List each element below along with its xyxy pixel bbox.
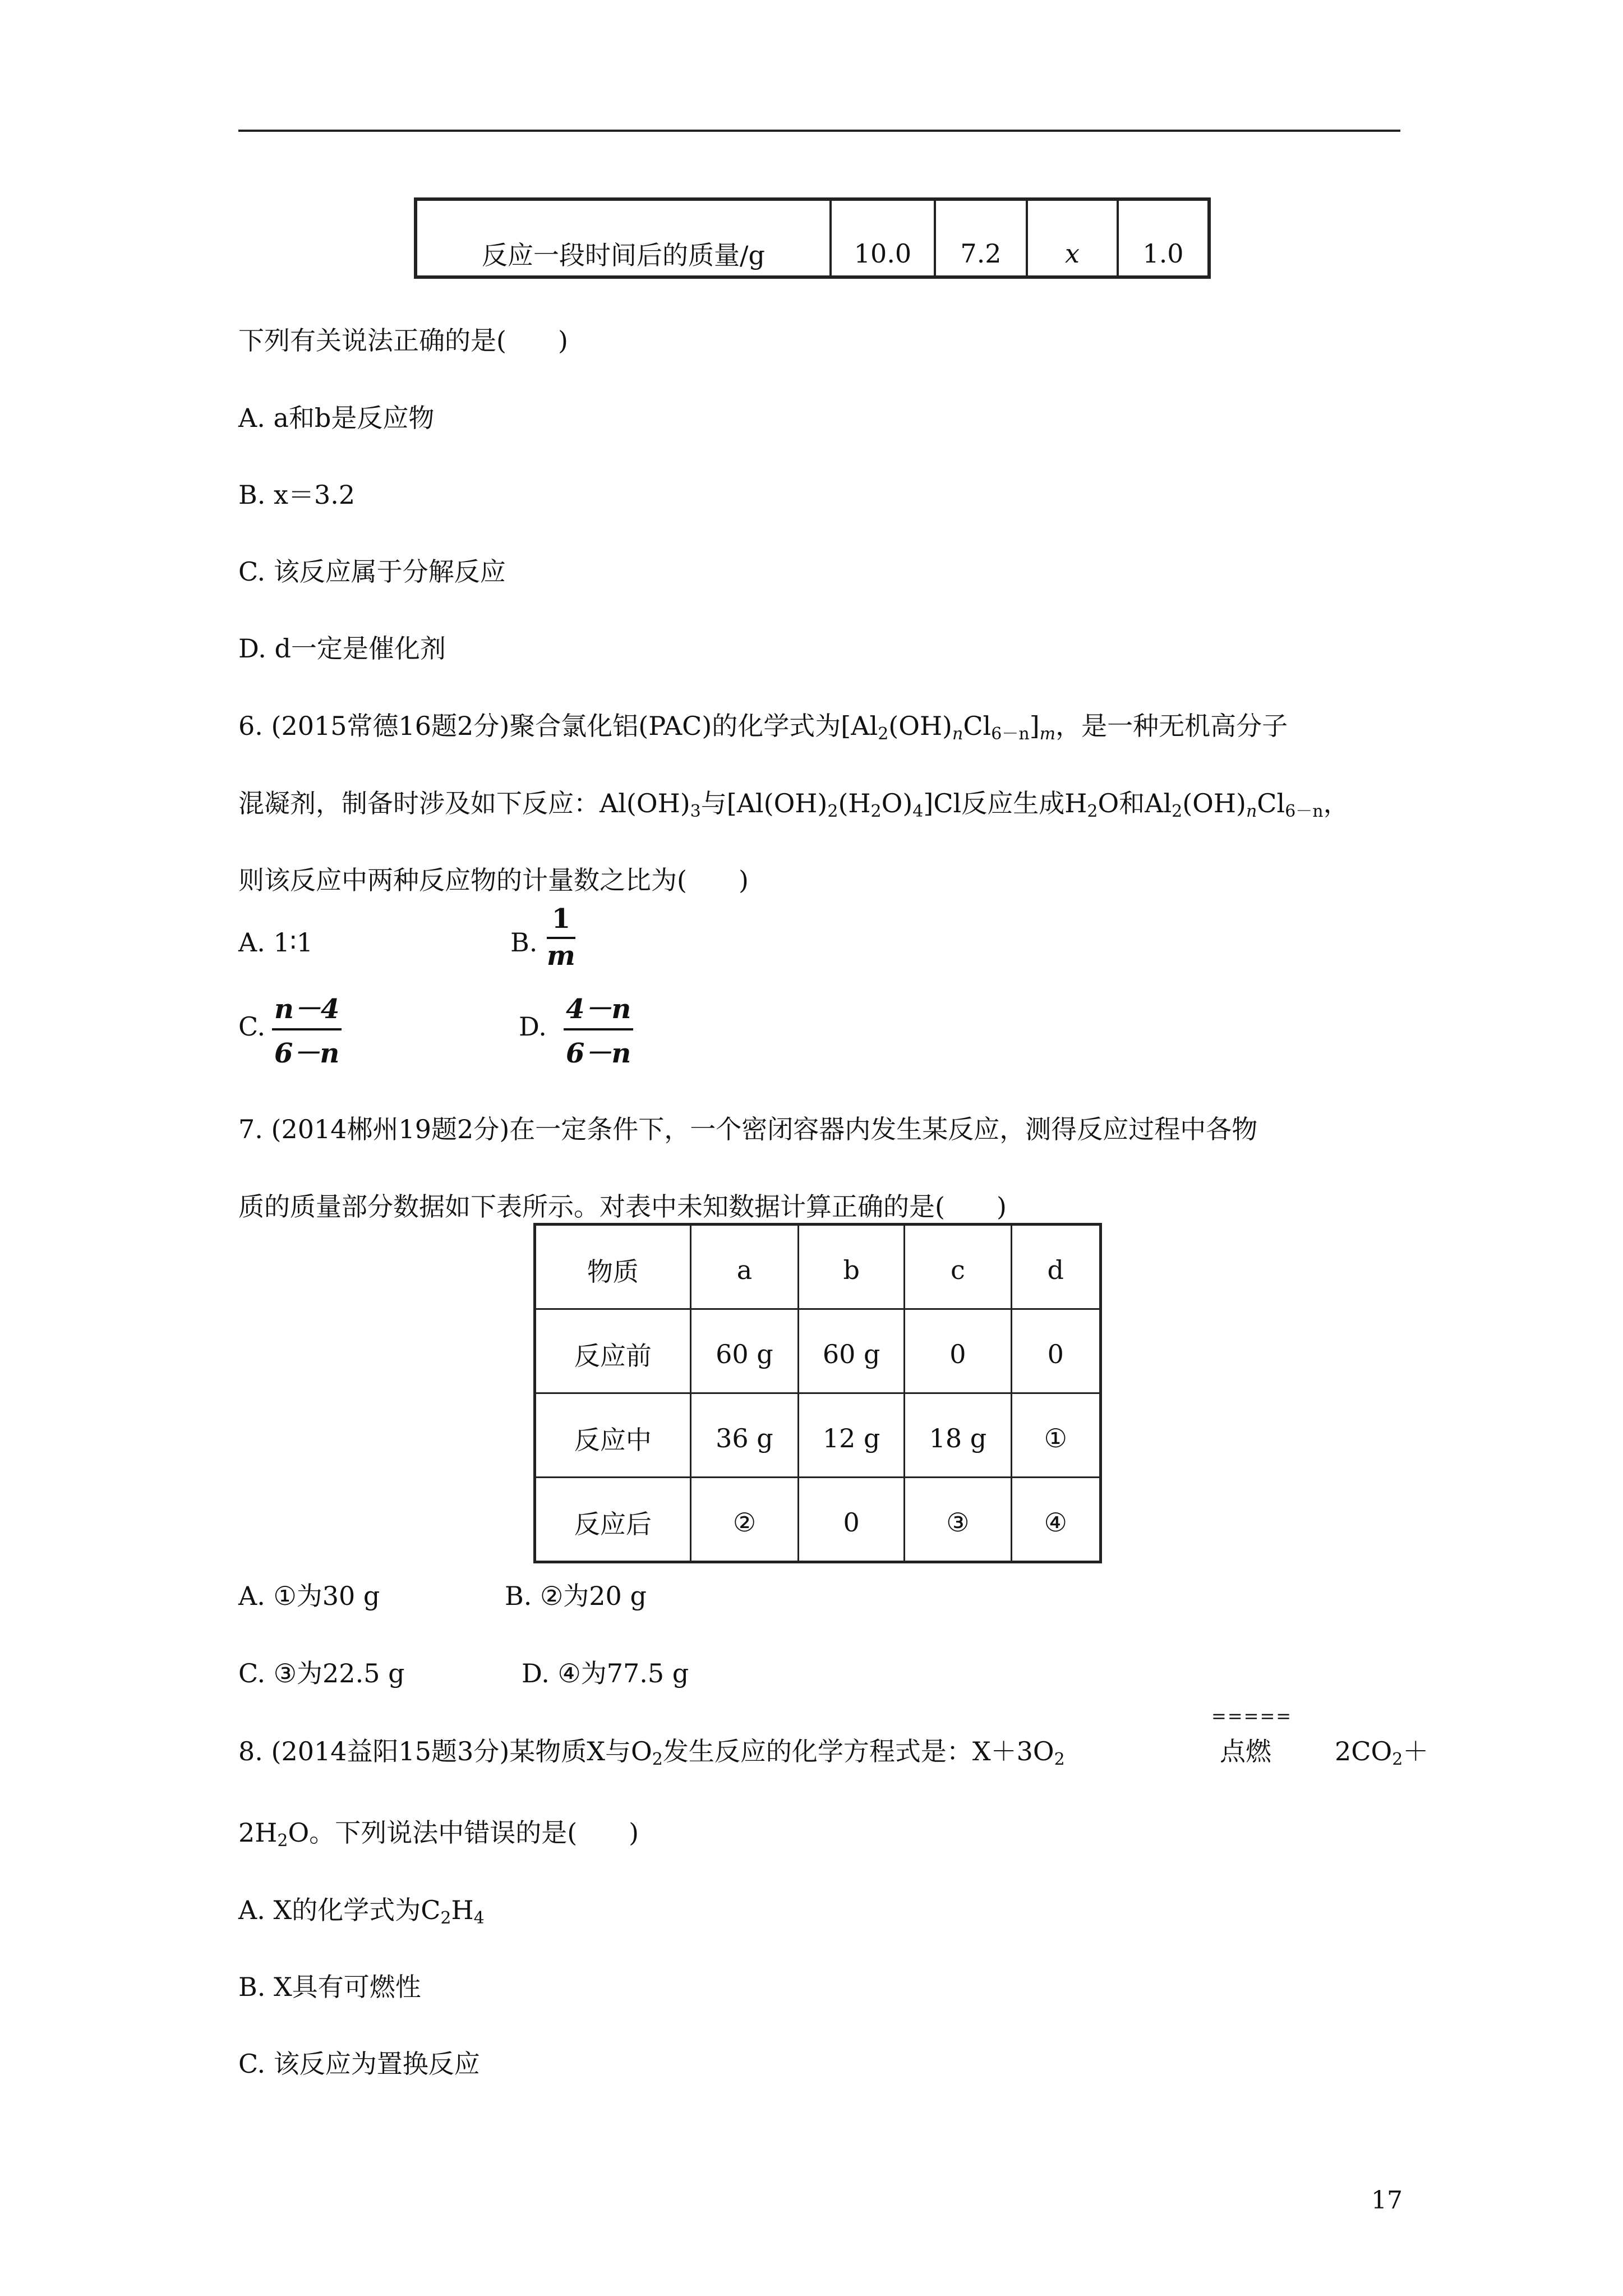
row-label: 反应中 [535, 1393, 691, 1478]
subscript: 3 [690, 802, 701, 821]
option-c: C. 该反应属于分解反应 [238, 556, 506, 587]
denominator: 6－n [566, 1038, 631, 1069]
option-a [238, 1893, 485, 1935]
fraction-n-minus-4-over-6-minus-n [272, 987, 342, 1070]
option-d: D. d一定是催化剂 [238, 633, 446, 664]
equation-equals-marks: ===== [1211, 1705, 1293, 1727]
subscript: 4 [473, 1908, 485, 1928]
subscript: 4 [912, 802, 924, 821]
subscript: 2 [1392, 1750, 1403, 1769]
reaction-condition: 点燃 [1220, 1736, 1271, 1766]
option-d: D. ④为77.5 g [522, 1658, 689, 1688]
subscript: 6－n [991, 724, 1030, 744]
table-cell: 1.0 [1118, 199, 1209, 277]
table-mass-after-reaction [414, 197, 1211, 279]
option-c: C. ③为22.5 g [238, 1658, 405, 1688]
question-prompt: 下列有关说法正确的是( ) [238, 325, 568, 356]
table-cell: 18 g [905, 1393, 1011, 1478]
text: O和Al [1098, 788, 1172, 818]
text: 发生反应的化学方程式是：X＋3O [662, 1736, 1054, 1766]
text: 8. (2014益阳15题3分)某物质X与O [238, 1736, 652, 1766]
subscript: 2 [1054, 1750, 1065, 1769]
text: 混凝剂，制备时涉及如下反应：Al(OH) [238, 788, 690, 818]
column-header: b [799, 1225, 905, 1309]
text: H [451, 1895, 474, 1925]
table-cell: ② [690, 1478, 798, 1562]
table-cell: ③ [905, 1478, 1011, 1562]
header-rule [238, 130, 1400, 132]
question-6-line-1 [238, 709, 1288, 751]
table-cell: 0 [799, 1478, 905, 1562]
subscript: 2 [652, 1750, 663, 1769]
column-header: d [1011, 1225, 1100, 1309]
subscript: 2 [1172, 802, 1183, 821]
subscript: m [1039, 724, 1056, 744]
question-6-line-3: 则该反应中两种反应物的计量数之比为( ) [238, 865, 749, 895]
option-b: B. ②为20 g [505, 1581, 647, 1611]
text: 与[Al(OH) [700, 788, 828, 818]
table-cell: ① [1011, 1393, 1100, 1478]
text: Cl [1257, 788, 1285, 818]
table-cell: 60 g [690, 1309, 798, 1393]
fraction-1-over-m [547, 903, 575, 972]
question-8-line-2 [238, 1816, 639, 1858]
page-number: 17 [1371, 2186, 1403, 2215]
subscript: 2 [1087, 802, 1098, 821]
table-row [416, 199, 1209, 277]
table-header-row [535, 1225, 1101, 1309]
table-cell: 10.0 [831, 199, 935, 277]
text: ]Cl反应生成H [923, 788, 1087, 818]
table-cell: 0 [905, 1309, 1011, 1393]
question-6-line-2 [238, 786, 1349, 829]
table-cell: ④ [1011, 1478, 1100, 1562]
option-d-label: D. [519, 1011, 547, 1042]
text: ＋ [1403, 1736, 1429, 1766]
fraction-4-minus-n-over-6-minus-n [564, 987, 633, 1070]
numerator: 4－n [564, 987, 633, 1030]
question-7-line-2: 质的质量部分数据如下表所示。对表中未知数据计算正确的是( ) [238, 1191, 1007, 1222]
table-cell: 36 g [690, 1393, 798, 1478]
option-a: A. ①为30 g [238, 1581, 380, 1611]
denominator: m [547, 940, 575, 972]
text: ] [1029, 711, 1040, 741]
question-8-line-1-part-1 [238, 1734, 1065, 1777]
table-row [535, 1393, 1101, 1478]
option-b: B. X具有可燃性 [238, 1972, 421, 2002]
text: 2CO [1335, 1736, 1393, 1766]
column-header: 物质 [535, 1225, 691, 1309]
table-cell: 12 g [799, 1393, 905, 1478]
column-header: a [690, 1225, 798, 1309]
subscript: 6－n [1285, 802, 1324, 821]
table-cell: 60 g [799, 1309, 905, 1393]
text: (H [838, 788, 871, 818]
option-a: A. a和b是反应物 [238, 403, 435, 433]
option-c-label: C. [238, 1011, 266, 1042]
text: (OH) [888, 711, 953, 741]
row-label: 反应前 [535, 1309, 691, 1393]
question-8-line-1-part-2 [1335, 1734, 1428, 1777]
numerator: 1 [547, 903, 575, 939]
text: O。下列说法中错误的是( ) [288, 1818, 639, 1848]
table-cell: 0 [1011, 1309, 1100, 1393]
text: O) [881, 788, 913, 818]
option-c: C. 该反应为置换反应 [238, 2049, 480, 2079]
subscript: 2 [827, 802, 838, 821]
text: (OH) [1182, 788, 1246, 818]
subscript: 2 [870, 802, 882, 821]
table-row [535, 1309, 1101, 1393]
text: ，是一种无机高分子 [1055, 711, 1288, 741]
text: 2H [238, 1818, 278, 1848]
table-row-label: 反应一段时间后的质量/g [416, 199, 831, 277]
subscript: 2 [277, 1831, 288, 1851]
subscript: 2 [440, 1908, 451, 1928]
table-row [535, 1478, 1101, 1562]
subscript: 2 [878, 724, 889, 744]
table-cell: 7.2 [935, 199, 1027, 277]
text: 6. (2015常德16题2分)聚合氯化铝(PAC)的化学式为[Al [238, 711, 878, 741]
option-b-label: B. [510, 927, 538, 958]
subscript: n [1246, 802, 1257, 821]
question-7-line-1: 7. (2014郴州19题2分)在一定条件下，一个密闭容器内发生某反应，测得反应过程中各物 [238, 1114, 1258, 1144]
option-b: B. x＝3.2 [238, 480, 356, 510]
data-table [533, 1223, 1102, 1563]
text: A. X的化学式为C [238, 1895, 441, 1925]
option-a: A. 1∶1 [238, 927, 313, 958]
text: ， [1323, 788, 1349, 818]
row-label: 反应后 [535, 1478, 691, 1562]
text: Cl [963, 711, 992, 741]
column-header: c [905, 1225, 1011, 1309]
denominator: 6－n [274, 1038, 340, 1069]
numerator: n－4 [272, 987, 342, 1030]
subscript: n [952, 724, 963, 744]
table-cell: x [1027, 199, 1118, 277]
